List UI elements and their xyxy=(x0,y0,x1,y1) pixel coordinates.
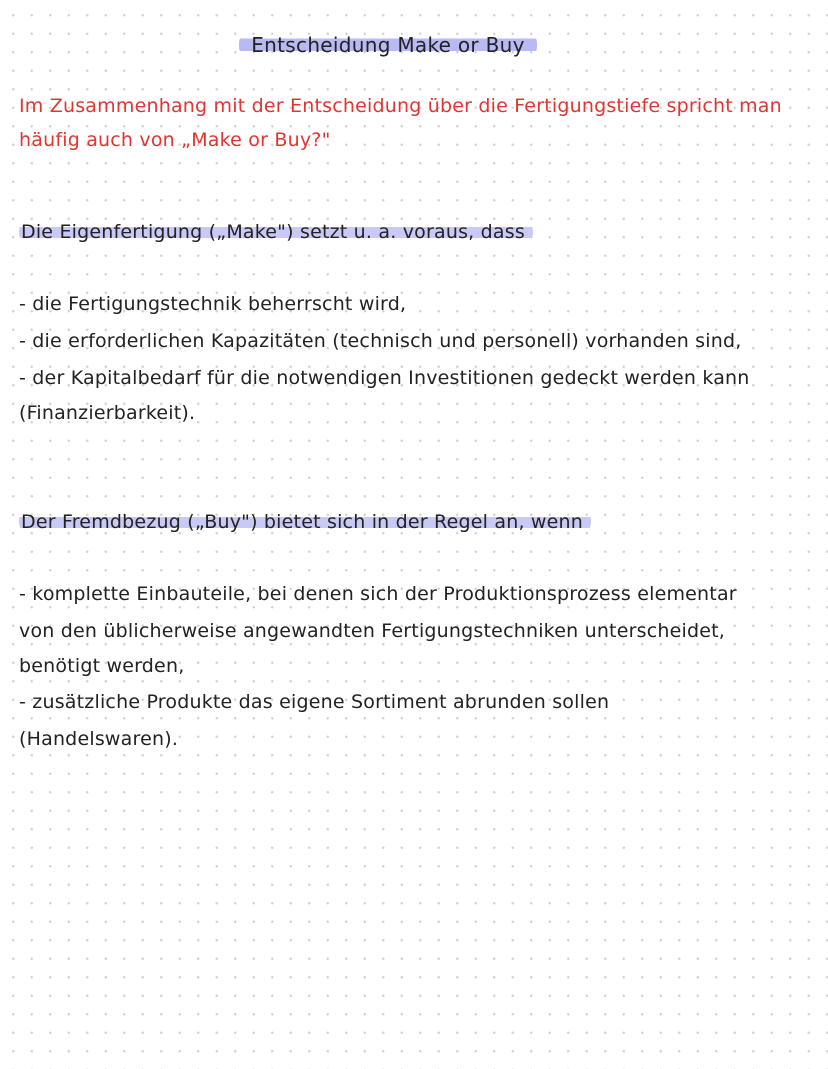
buy-heading-highlight: Der Fremdbezug („Buy") bietet sich in der Regel an, wenn xyxy=(19,511,591,533)
make-list-item: - die Fertigungstechnik beherrscht wird, xyxy=(19,293,407,315)
make-heading-highlight: Die Eigenfertigung („Make") setzt u. a. voraus, dass xyxy=(19,221,533,243)
intro-line-2: häufig auch von „Make or Buy?" xyxy=(19,129,331,151)
buy-list-item: - zusätzliche Produkte das eigene Sortiment abrunden sollen xyxy=(19,691,610,713)
buy-list-item: - komplette Einbauteile, bei denen sich der Produktionsprozess elementar xyxy=(19,583,737,605)
make-list-item: - die erforderlichen Kapazitäten (technisch und personell) vorhanden sind, xyxy=(19,330,742,352)
buy-list-item: (Handelswaren). xyxy=(19,728,179,750)
intro-line-1: Im Zusammenhang mit der Entscheidung über die Fertigungstiefe spricht man xyxy=(19,95,782,117)
page-title xyxy=(232,30,544,60)
make-list-item: - der Kapitalbedarf für die notwendigen Investitionen gedeckt werden kann xyxy=(19,367,750,389)
make-list-item: (Finanzierbarkeit). xyxy=(19,402,196,424)
buy-list-item: benötigt werden, xyxy=(19,655,185,677)
title-highlight: Entscheidung Make or Buy xyxy=(239,33,537,57)
buy-list-item: von den üblicherweise angewandten Fertigungstechniken unterscheidet, xyxy=(19,620,726,642)
make-heading xyxy=(19,218,533,246)
buy-heading xyxy=(19,508,591,536)
